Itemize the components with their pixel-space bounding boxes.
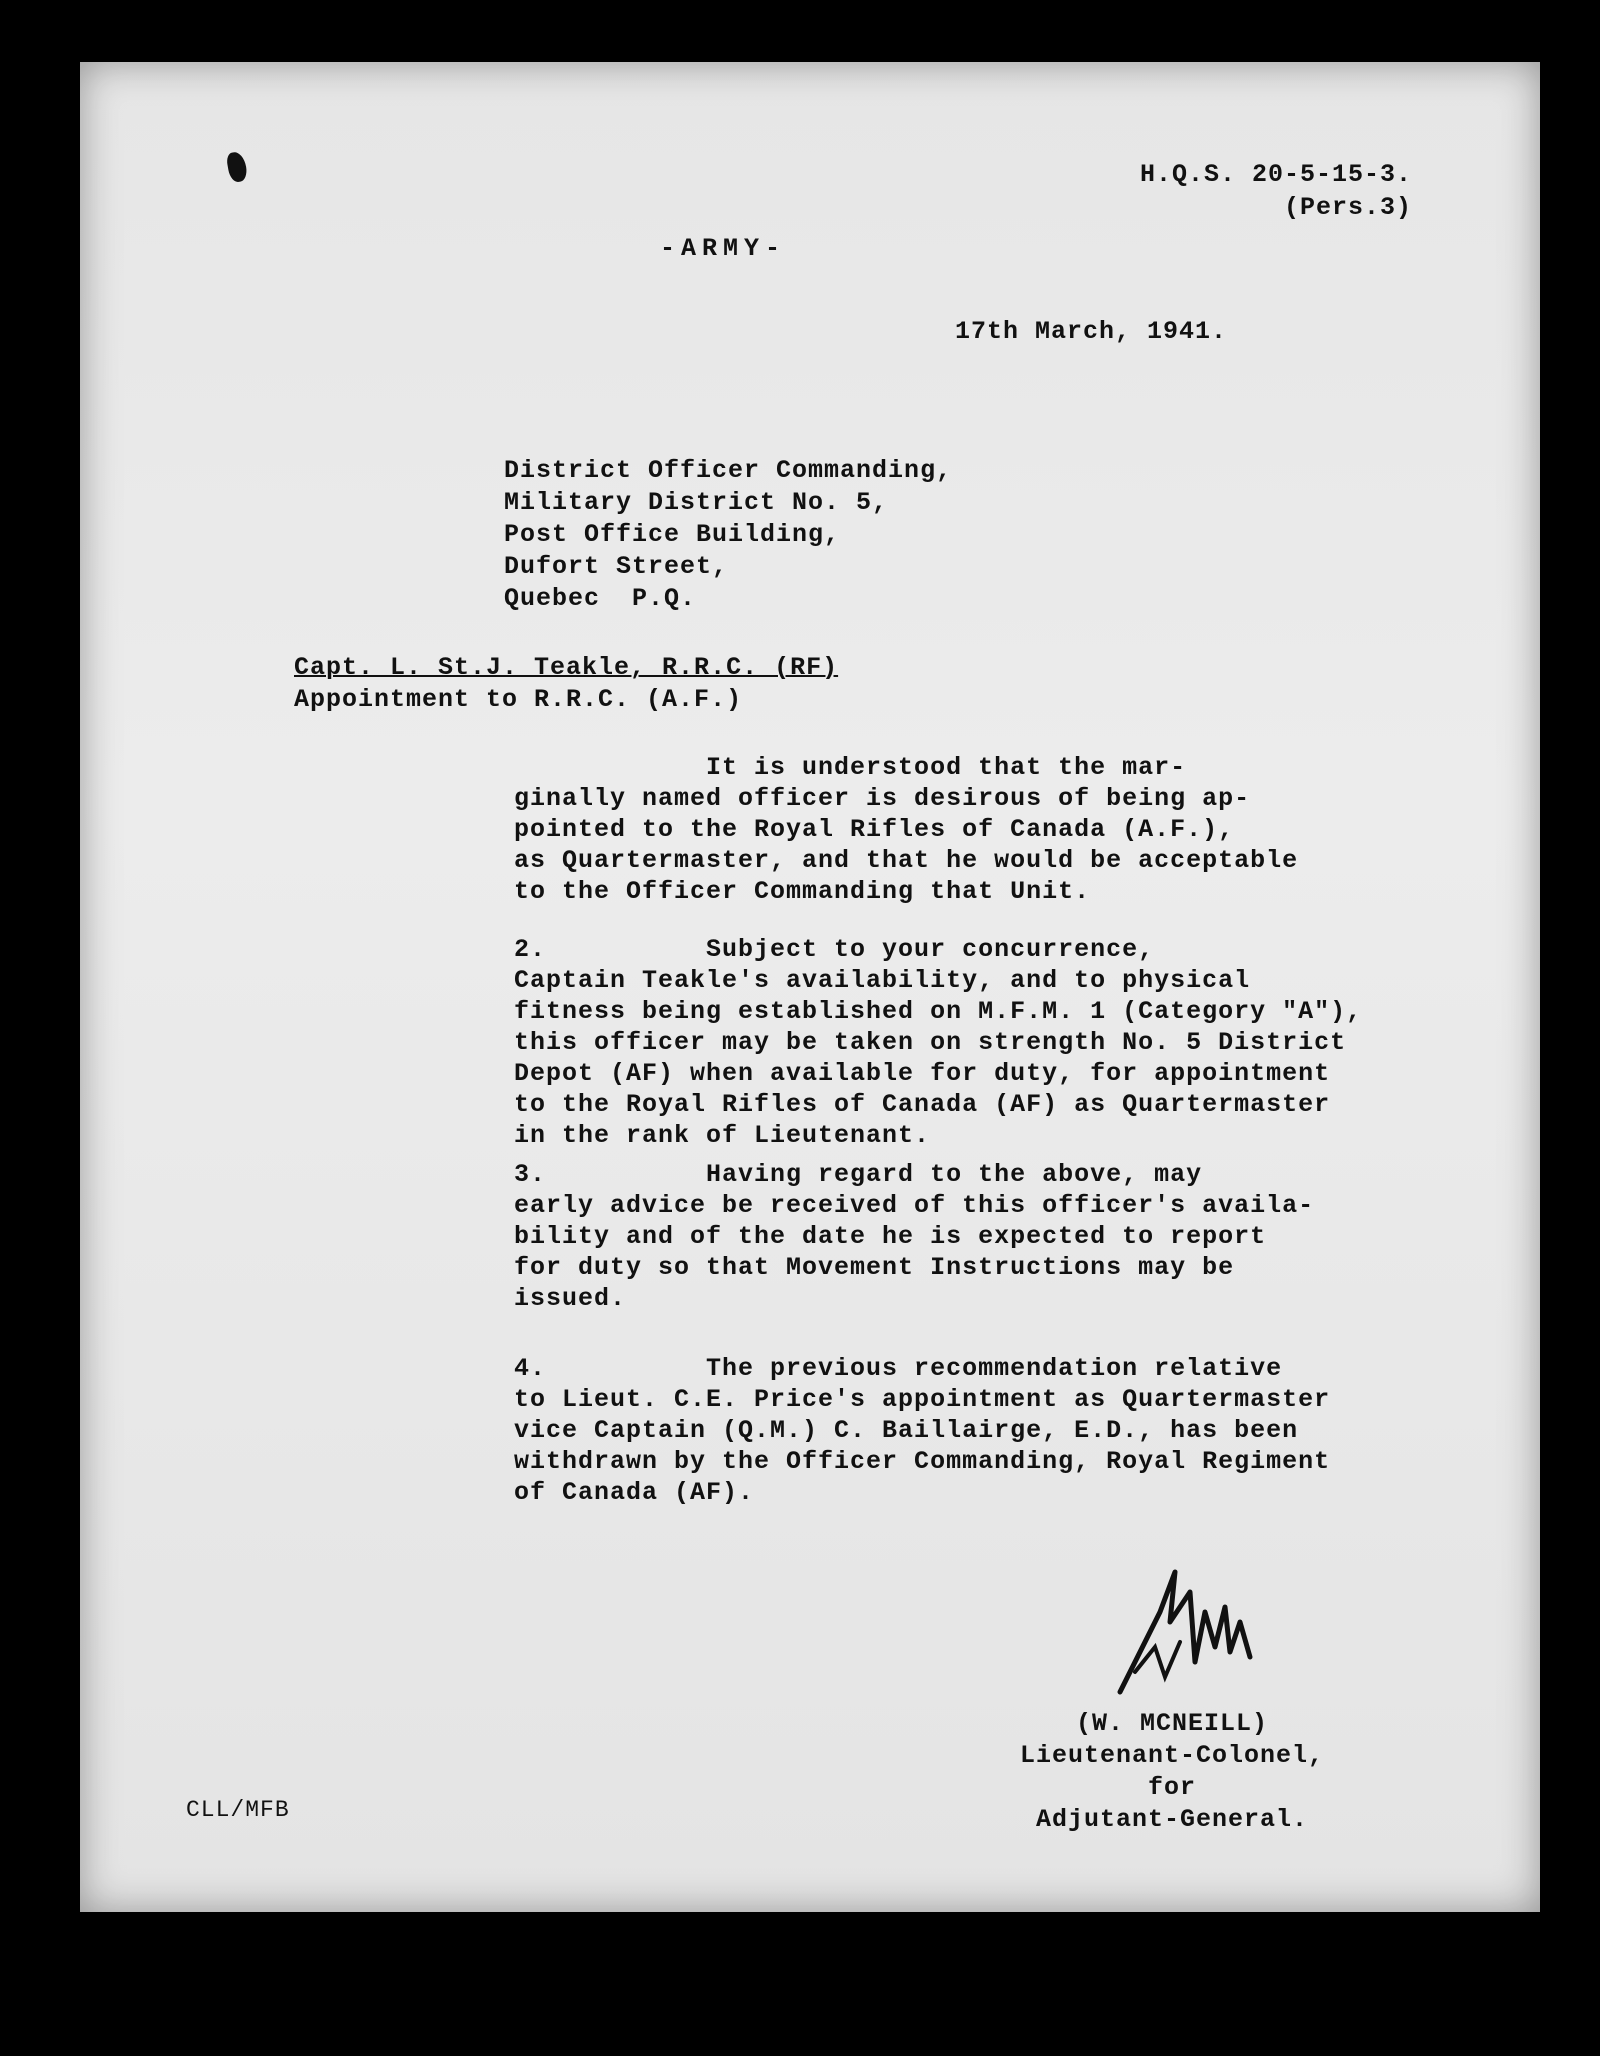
address-line: Military District No. 5, <box>504 488 889 517</box>
subject-line: Appointment to R.R.C. (A.F.) <box>294 685 743 714</box>
signature-block <box>1020 1708 1324 1836</box>
signatory-rank: Lieutenant-Colonel, <box>1020 1741 1325 1770</box>
typist-initials: CLL/MFB <box>186 1797 290 1823</box>
address-line: Quebec P.Q. <box>504 584 697 613</box>
address-line: District Officer Commanding, <box>504 456 953 485</box>
address-line: Post Office Building, <box>504 520 841 549</box>
file-reference-number: H.Q.S. 20-5-15-3. <box>1140 160 1413 189</box>
handwritten-signature <box>1100 1552 1320 1702</box>
signatory-for: for <box>1148 1773 1197 1802</box>
address-line: Dufort Street, <box>504 552 729 581</box>
subject-block <box>294 652 838 716</box>
body-paragraph-3: 3. Having regard to the above, may early advice be received of this officer's availa- bility and of the date he is expected to report for duty so that Movement Instructions may be issued. <box>514 1160 1315 1313</box>
department-heading: -ARMY- <box>660 234 787 263</box>
letter-page <box>80 62 1540 1912</box>
ink-blot <box>226 151 249 184</box>
signatory-office: Adjutant-General. <box>1036 1805 1309 1834</box>
recipient-address <box>504 455 952 615</box>
body-paragraph-2: 2. Subject to your concurrence, Captain Teakle's availability, and to physical fitness being established on M.F.M. 1 (Category "A"), this officer may be taken on strength No. 5 District Depot (AF) when available for duty, for appointment to the Royal Rifles of Canada (AF) as Quartermaster in the rank of Lieutenant. <box>514 935 1363 1150</box>
signatory-name: (W. MCNEILL) <box>1076 1709 1269 1738</box>
letter-date: 17th March, 1941. <box>955 317 1228 346</box>
file-reference <box>1140 158 1412 224</box>
body-paragraph-4: 4. The previous recommendation relative to Lieut. C.E. Price's appointment as Quartermaster vice Captain (Q.M.) C. Baillairge, E.D., has been withdrawn by the Officer Commanding, Royal Regiment of Canada (AF). <box>514 1354 1331 1507</box>
body-paragraph-1: It is understood that the mar- ginally named officer is desirous of being ap- pointed to the Royal Rifles of Canada (A.F.), as Quartermaster, and that he would be acceptable to the Officer Commanding that Unit. <box>514 753 1299 906</box>
subject-line: Capt. L. St.J. Teakle, R.R.C. (RF) <box>294 653 839 682</box>
file-reference-section: (Pers.3) <box>1284 193 1413 222</box>
